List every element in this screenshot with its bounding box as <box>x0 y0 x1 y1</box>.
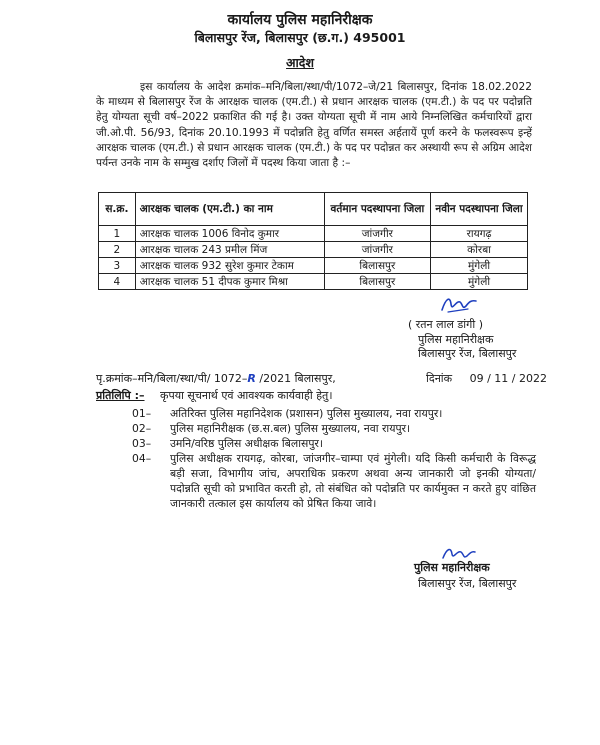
cell-serial: 1 <box>99 226 136 242</box>
header-serial: स.क्र. <box>99 193 136 226</box>
cell-current-district: जांजगीर <box>324 226 430 242</box>
list-item <box>132 406 536 421</box>
order-title: आदेश <box>286 55 314 70</box>
memo-number-prefix: पृ.क्रमांक–मनि/बिला/स्था/पी/ 1072– <box>96 372 248 385</box>
promotion-table <box>98 192 528 290</box>
copy-item-number: 02– <box>132 422 152 435</box>
cell-current-district: बिलासपुर <box>324 258 430 274</box>
office-address: बिलासपुर रेंज, बिलासपुर (छ.ग.) 495001 <box>194 30 406 45</box>
office-title: कार्यालय पुलिस महानिरीक्षक <box>227 12 373 28</box>
memo-date-label: दिनांक <box>426 372 453 385</box>
copy-item-number: 01– <box>132 407 152 420</box>
copy-item-number: 04– <box>132 452 152 465</box>
copy-list <box>132 406 536 511</box>
copy-item-text: अतिरिक्त पुलिस महानिदेशक (प्रशासन) पुलिस मुख्यालय, नवा रायपुर। <box>170 407 443 420</box>
cell-new-district: रायगढ़ <box>431 226 528 242</box>
cell-new-district: मुंगेली <box>431 274 528 290</box>
cell-name: आरक्षक चालक 1006 विनोद कुमार <box>135 226 324 242</box>
header-new-district: नवीन पदस्थापना जिला <box>431 193 528 226</box>
copy-item-number: 03– <box>132 437 152 450</box>
cell-serial: 2 <box>99 242 136 258</box>
table-row <box>99 226 528 242</box>
signature-scribble-icon <box>438 292 480 318</box>
signatory-post-2: पुलिस महानिरीक्षक <box>414 561 490 574</box>
cell-name: आरक्षक चालक 51 दीपक कुमार मिश्रा <box>135 274 324 290</box>
signatory-name: ( रतन लाल डांगी ) <box>408 318 483 331</box>
list-item <box>132 421 536 436</box>
copy-item-text: पुलिस अधीक्षक रायगढ़, कोरबा, जांजगीर–चाम्पा एवं मुंगेली। यदि किसी कर्मचारी के विरूद्ध बड़ी सजा, विभागीय जांच, अपराधिक प्रकरण अथवा अन्य जानकारी जो इनकी योग्यता/पदोन्नति सूची को प्रभावित करती हो, तो संबंधित को पदोन्नति पर कार्यमुक्त न करते हुए वांछित जानकारी तत्काल इस कार्यालय को प्रेषित किया जावे। <box>170 452 536 510</box>
list-item <box>132 451 536 511</box>
memo-date <box>426 371 547 386</box>
signatory-place: बिलासपुर रेंज, बिलासपुर <box>418 347 517 360</box>
cell-name: आरक्षक चालक 932 सुरेश कुमार टेकाम <box>135 258 324 274</box>
copy-label: प्रतिलिपि :– <box>96 389 145 402</box>
table-header-row <box>99 193 528 226</box>
header-current-district: वर्तमान पदस्थापना जिला <box>324 193 430 226</box>
cell-current-district: जांजगीर <box>324 242 430 258</box>
signatory-place-2: बिलासपुर रेंज, बिलासपुर <box>418 577 517 590</box>
signatory-post: पुलिस महानिरीक्षक <box>418 333 494 346</box>
cell-serial: 3 <box>99 258 136 274</box>
memo-number-suffix: /2021 बिलासपुर, <box>255 372 336 385</box>
cell-new-district: कोरबा <box>431 242 528 258</box>
copy-item-text: पुलिस महानिरीक्षक (छ.स.बल) पुलिस मुख्यालय, नवा रायपुर। <box>170 422 411 435</box>
memo-number-r: R <box>247 372 256 385</box>
table-row <box>99 274 528 290</box>
table-row <box>99 242 528 258</box>
table-row <box>99 258 528 274</box>
memo-line <box>96 371 547 386</box>
cell-current-district: बिलासपुर <box>324 274 430 290</box>
copy-item-text: उमनि/वरिष्ठ पुलिस अधीक्षक बिलासपुर। <box>170 437 323 450</box>
cell-serial: 4 <box>99 274 136 290</box>
cell-name: आरक्षक चालक 243 प्रमील मिंज <box>135 242 324 258</box>
order-paragraph: इस कार्यालय के आदेश क्रमांक–मनि/बिला/स्था/पी/1072–जे/21 बिलासपुर, दिनांक 18.02.2022 के माध्यम से बिलासपुर रेंज के आरक्षक चालक (एम.टी.) से प्रधान आरक्षक चालक (एम.टी.) के पद पर पदोन्नति हेतु योग्यता सूची वर्ष–2022 प्रकाशित की गई है। उक्त योग्यता सूची में नाम आये निम्नलिखित कर्मचारियों द्वारा जी.ओ.पी. 56/93, दिनांक 20.10.1993 में पदोन्नति हेतु वर्णित समस्त अर्हतायें पूर्ण करने के फलस्वरूप इन्हें आरक्षक चालक (एम.टी.) से प्रधान आरक्षक चालक (एम.टी.) के पद पर पदोन्नत कर अस्थायी रूप से अग्रिम आदेश पर्यन्त उनके नाम के सम्मुख दर्शाए जिलों में पदस्थ किया जाता है :– <box>96 81 532 170</box>
memo-date-value: 09 / 11 / 2022 <box>469 372 547 385</box>
header-name: आरक्षक चालक (एम.टी.) का नाम <box>135 193 324 226</box>
memo-number <box>96 372 336 385</box>
cell-new-district: मुंगेली <box>431 258 528 274</box>
copy-intro: कृपया सूचनार्थ एवं आवश्यक कार्यवाही हेतु। <box>160 389 333 402</box>
list-item <box>132 436 536 451</box>
